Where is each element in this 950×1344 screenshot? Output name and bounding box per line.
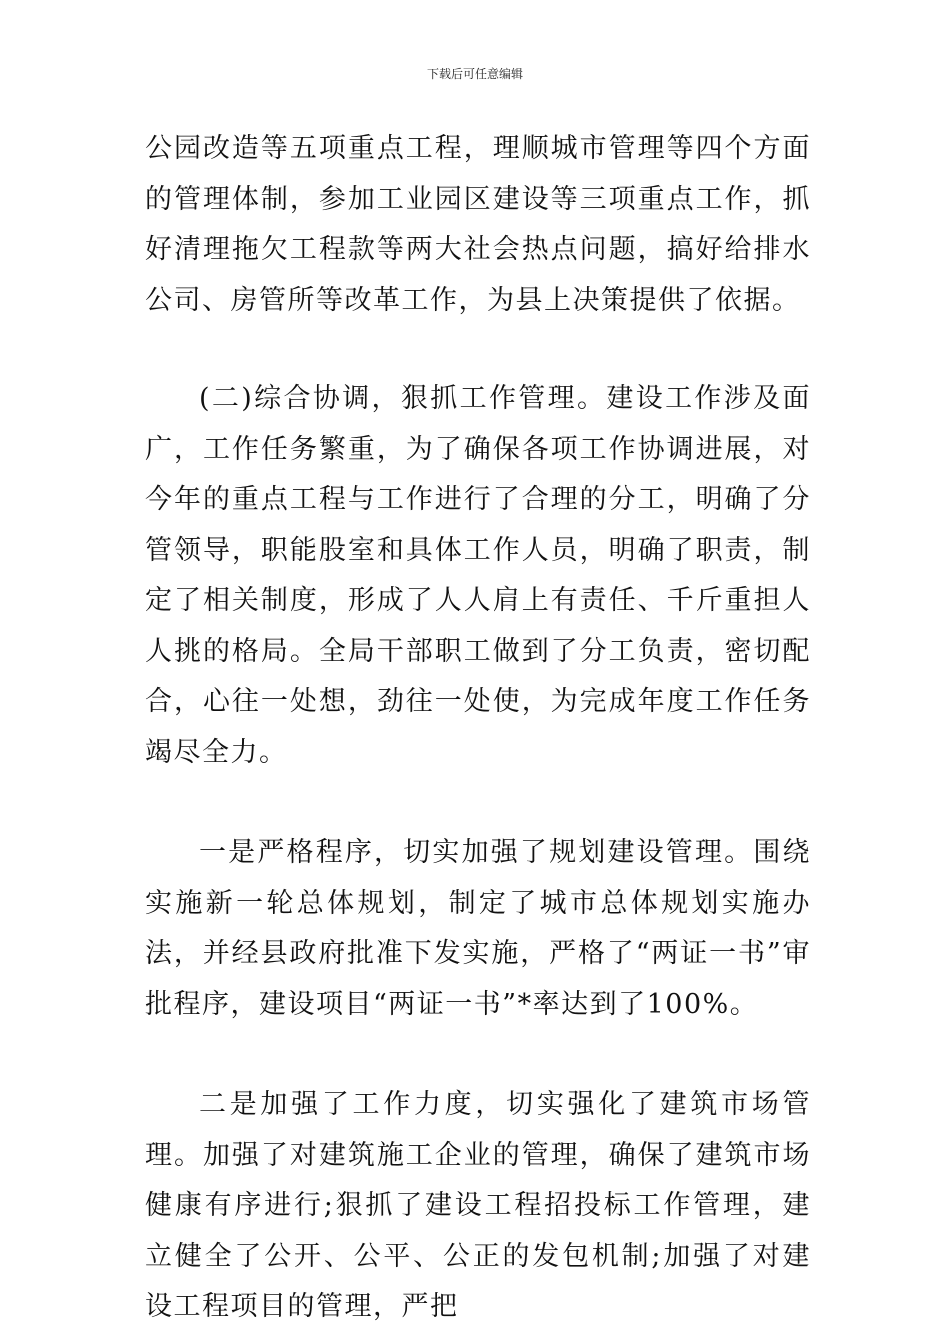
paragraph-coordination: (二)综合协调，狠抓工作管理。建设工作涉及面广，工作任务繁重，为了确保各项工作协调进展，对今年的重点工程与工作进行了合理的分工，明确了分管领导，职能股室和具体工作人员，明确了职责，制定了相关制度，形成了人人肩上有责任、千斤重担人人挑的格局。全局干部职工做到了分工负责，密切配合，心往一处想，劲往一处使，为完成年度工作任务竭尽全力。 [145,383,811,768]
paragraph-continuation: 公园改造等五项重点工程，理顺城市管理等四个方面的管理体制，参加工业园区建设等三项重点工作，抓好清理拖欠工程款等两大社会热点问题，搞好给排水公司、房管所等改革工作，为县上决策提供了依据。 [145,133,811,316]
document-body [145,124,811,1333]
paragraph-construction-market: 二是加强了工作力度，切实强化了建筑市场管理。加强了对建筑施工企业的管理，确保了建筑市场健康有序进行;狠抓了建设工程招投标工作管理，建立健全了公开、公平、公正的发包机制;加强了对建设工程项目的管理，严把 [145,1089,811,1322]
page-header-note: 下载后可任意编辑 [426,67,523,81]
paragraph-planning-management: 一是严格程序，切实加强了规划建设管理。围绕实施新一轮总体规划，制定了城市总体规划实施办法，并经县政府批准下发实施，严格了“两证一书”审批程序，建设项目“两证一书”*率达到了100%。 [145,837,811,1020]
